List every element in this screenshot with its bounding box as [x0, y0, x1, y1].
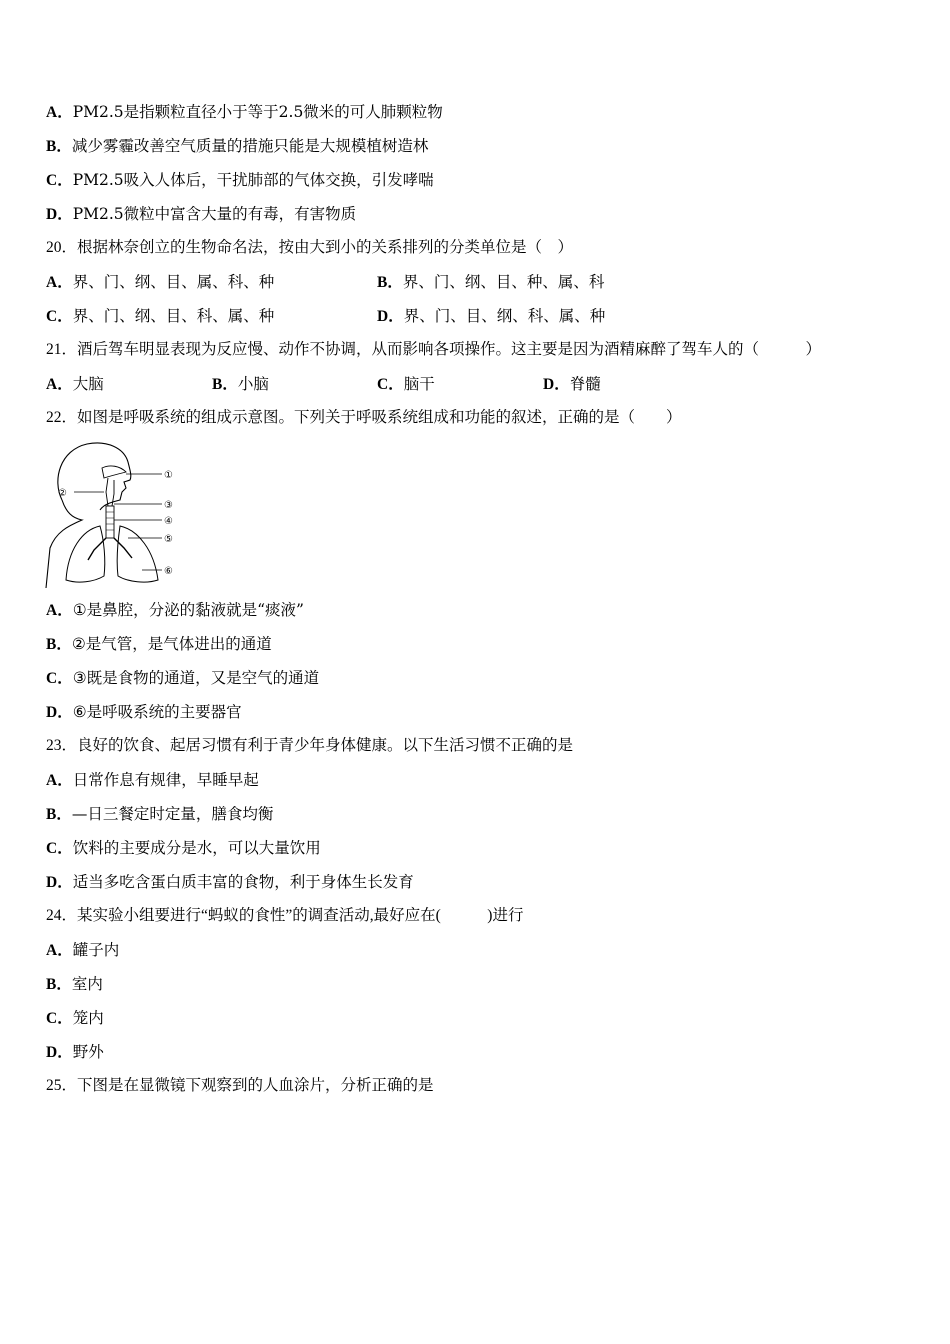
q21-option-b [212, 374, 269, 395]
option-label: D． [46, 874, 73, 891]
left-lung [66, 526, 105, 582]
q21-option-d [543, 374, 601, 395]
option-label: A． [46, 602, 73, 619]
option-text: ⑥是呼吸系统的主要器官 [72, 703, 242, 721]
option-text: 界、门、纲、目、种、属、科 [402, 273, 605, 291]
diagram-label-3: ③ [164, 500, 173, 511]
option-label: D． [46, 1044, 73, 1061]
option-label: B． [46, 138, 72, 155]
q23-option-b [46, 804, 273, 825]
q19-option-b [46, 136, 428, 157]
option-text: ②是气管，是气体进出的通道 [71, 635, 272, 653]
option-text: 适当多吃含蛋白质丰富的食物，利于身体生长发育 [72, 873, 414, 891]
option-label: C． [46, 172, 73, 189]
q23-option-d [46, 872, 414, 893]
option-label: C． [46, 1010, 73, 1027]
option-text: ①是鼻腔，分泌的黏液就是“痰液” [72, 601, 304, 619]
option-text: 界、门、纲、目、属、科、种 [72, 273, 275, 291]
head-outline [58, 443, 131, 510]
bronchi [88, 538, 132, 560]
q19-option-d [46, 204, 356, 225]
q23-stem: 23．良好的饮食、起居习惯有利于青少年身体健康。以下生活习惯不正确的是 [46, 737, 574, 754]
q24-option-d [46, 1042, 104, 1063]
right-lung [117, 526, 158, 582]
option-label: D． [543, 376, 570, 393]
option-label: B． [377, 274, 403, 291]
option-label: D． [46, 704, 73, 721]
option-text: 小脑 [237, 375, 269, 393]
trachea-rings [106, 512, 114, 530]
respiratory-system-diagram [42, 440, 192, 590]
option-text: 野外 [72, 1043, 104, 1061]
option-text: PM2.5是指颗粒直径小于等于2.5微米的可人肺颗粒物 [72, 103, 443, 121]
option-label: A． [46, 772, 73, 789]
option-text: 减少雾霾改善空气质量的措施只能是大规模植树造林 [71, 137, 429, 155]
option-label: C． [46, 670, 73, 687]
q20-options-row-1 [46, 272, 746, 292]
option-text: 日常作息有规律，早睡早起 [72, 771, 259, 789]
respiratory-diagram-svg [42, 440, 192, 590]
q20-stem: 20．根据林奈创立的生物命名法，按由大到小的关系排列的分类单位是（ ） [46, 239, 574, 256]
q20-option-a [46, 272, 274, 293]
diagram-label-2: ② [58, 488, 67, 499]
option-label: C． [46, 308, 73, 325]
diagram-label-5: ⑤ [164, 534, 173, 545]
trachea [106, 506, 114, 538]
q21-option-a [46, 374, 104, 395]
option-text: —日三餐定时定量，膳食均衡 [71, 805, 274, 823]
q20-option-c [46, 306, 274, 327]
q20-options-row-2 [46, 306, 746, 326]
option-text: PM2.5微粒中富含大量的有毒，有害物质 [72, 205, 357, 223]
q19-option-c [46, 170, 434, 191]
option-text: 界、门、目、纲、科、属、种 [403, 307, 606, 325]
q24-option-a [46, 940, 119, 961]
diagram-label-4: ④ [164, 516, 173, 527]
q21-stem: 21．酒后驾车明显表现为反应慢、动作不协调，从而影响各项操作。这主要是因为酒精麻醉了驾车人的（ ） [46, 341, 822, 358]
option-label: D． [46, 206, 73, 223]
q20-option-b [377, 272, 604, 293]
q23-option-a [46, 770, 259, 791]
option-text: 界、门、纲、目、科、属、种 [72, 307, 275, 325]
q23-option-c [46, 838, 321, 859]
option-text: 室内 [71, 975, 103, 993]
option-label: A． [46, 104, 73, 121]
option-text: 罐子内 [72, 941, 120, 959]
q22-option-c [46, 668, 319, 689]
q24-option-b [46, 974, 103, 995]
nasal-cavity [102, 466, 126, 478]
option-text: 大脑 [72, 375, 104, 393]
option-text: 饮料的主要成分是水，可以大量饮用 [72, 839, 321, 857]
q25-stem: 25．下图是在显微镜下观察到的人血涂片，分析正确的是 [46, 1077, 434, 1094]
option-label: C． [377, 376, 404, 393]
diagram-label-6: ⑥ [164, 566, 173, 577]
q22-option-a [46, 600, 304, 621]
option-text: 脊髓 [569, 375, 601, 393]
q21-option-c [377, 374, 435, 395]
q19-option-a [46, 102, 443, 123]
option-label: B． [46, 806, 72, 823]
option-text: 笼内 [72, 1009, 104, 1027]
option-label: A． [46, 274, 73, 291]
q22-option-b [46, 634, 272, 655]
option-label: B． [212, 376, 238, 393]
option-label: B． [46, 636, 72, 653]
q22-option-d [46, 702, 242, 723]
pharynx [106, 478, 108, 506]
option-text: PM2.5吸入人体后，干扰肺部的气体交换，引发哮喘 [72, 171, 434, 189]
option-text: ③既是食物的通道，又是空气的通道 [72, 669, 320, 687]
option-label: D． [377, 308, 404, 325]
q24-option-c [46, 1008, 104, 1029]
q24-stem: 24．某实验小组要进行“蚂蚁的食性”的调查活动,最好应在( )进行 [46, 907, 524, 924]
option-label: A． [46, 942, 73, 959]
option-label: B． [46, 976, 72, 993]
q20-option-d [377, 306, 605, 327]
option-label: C． [46, 840, 73, 857]
diagram-label-1: ① [164, 470, 173, 481]
option-label: A． [46, 376, 73, 393]
q21-options-row [46, 374, 746, 394]
option-text: 脑干 [403, 375, 435, 393]
q22-stem: 22．如图是呼吸系统的组成示意图。下列关于呼吸系统组成和功能的叙述，正确的是（ ） [46, 409, 682, 426]
